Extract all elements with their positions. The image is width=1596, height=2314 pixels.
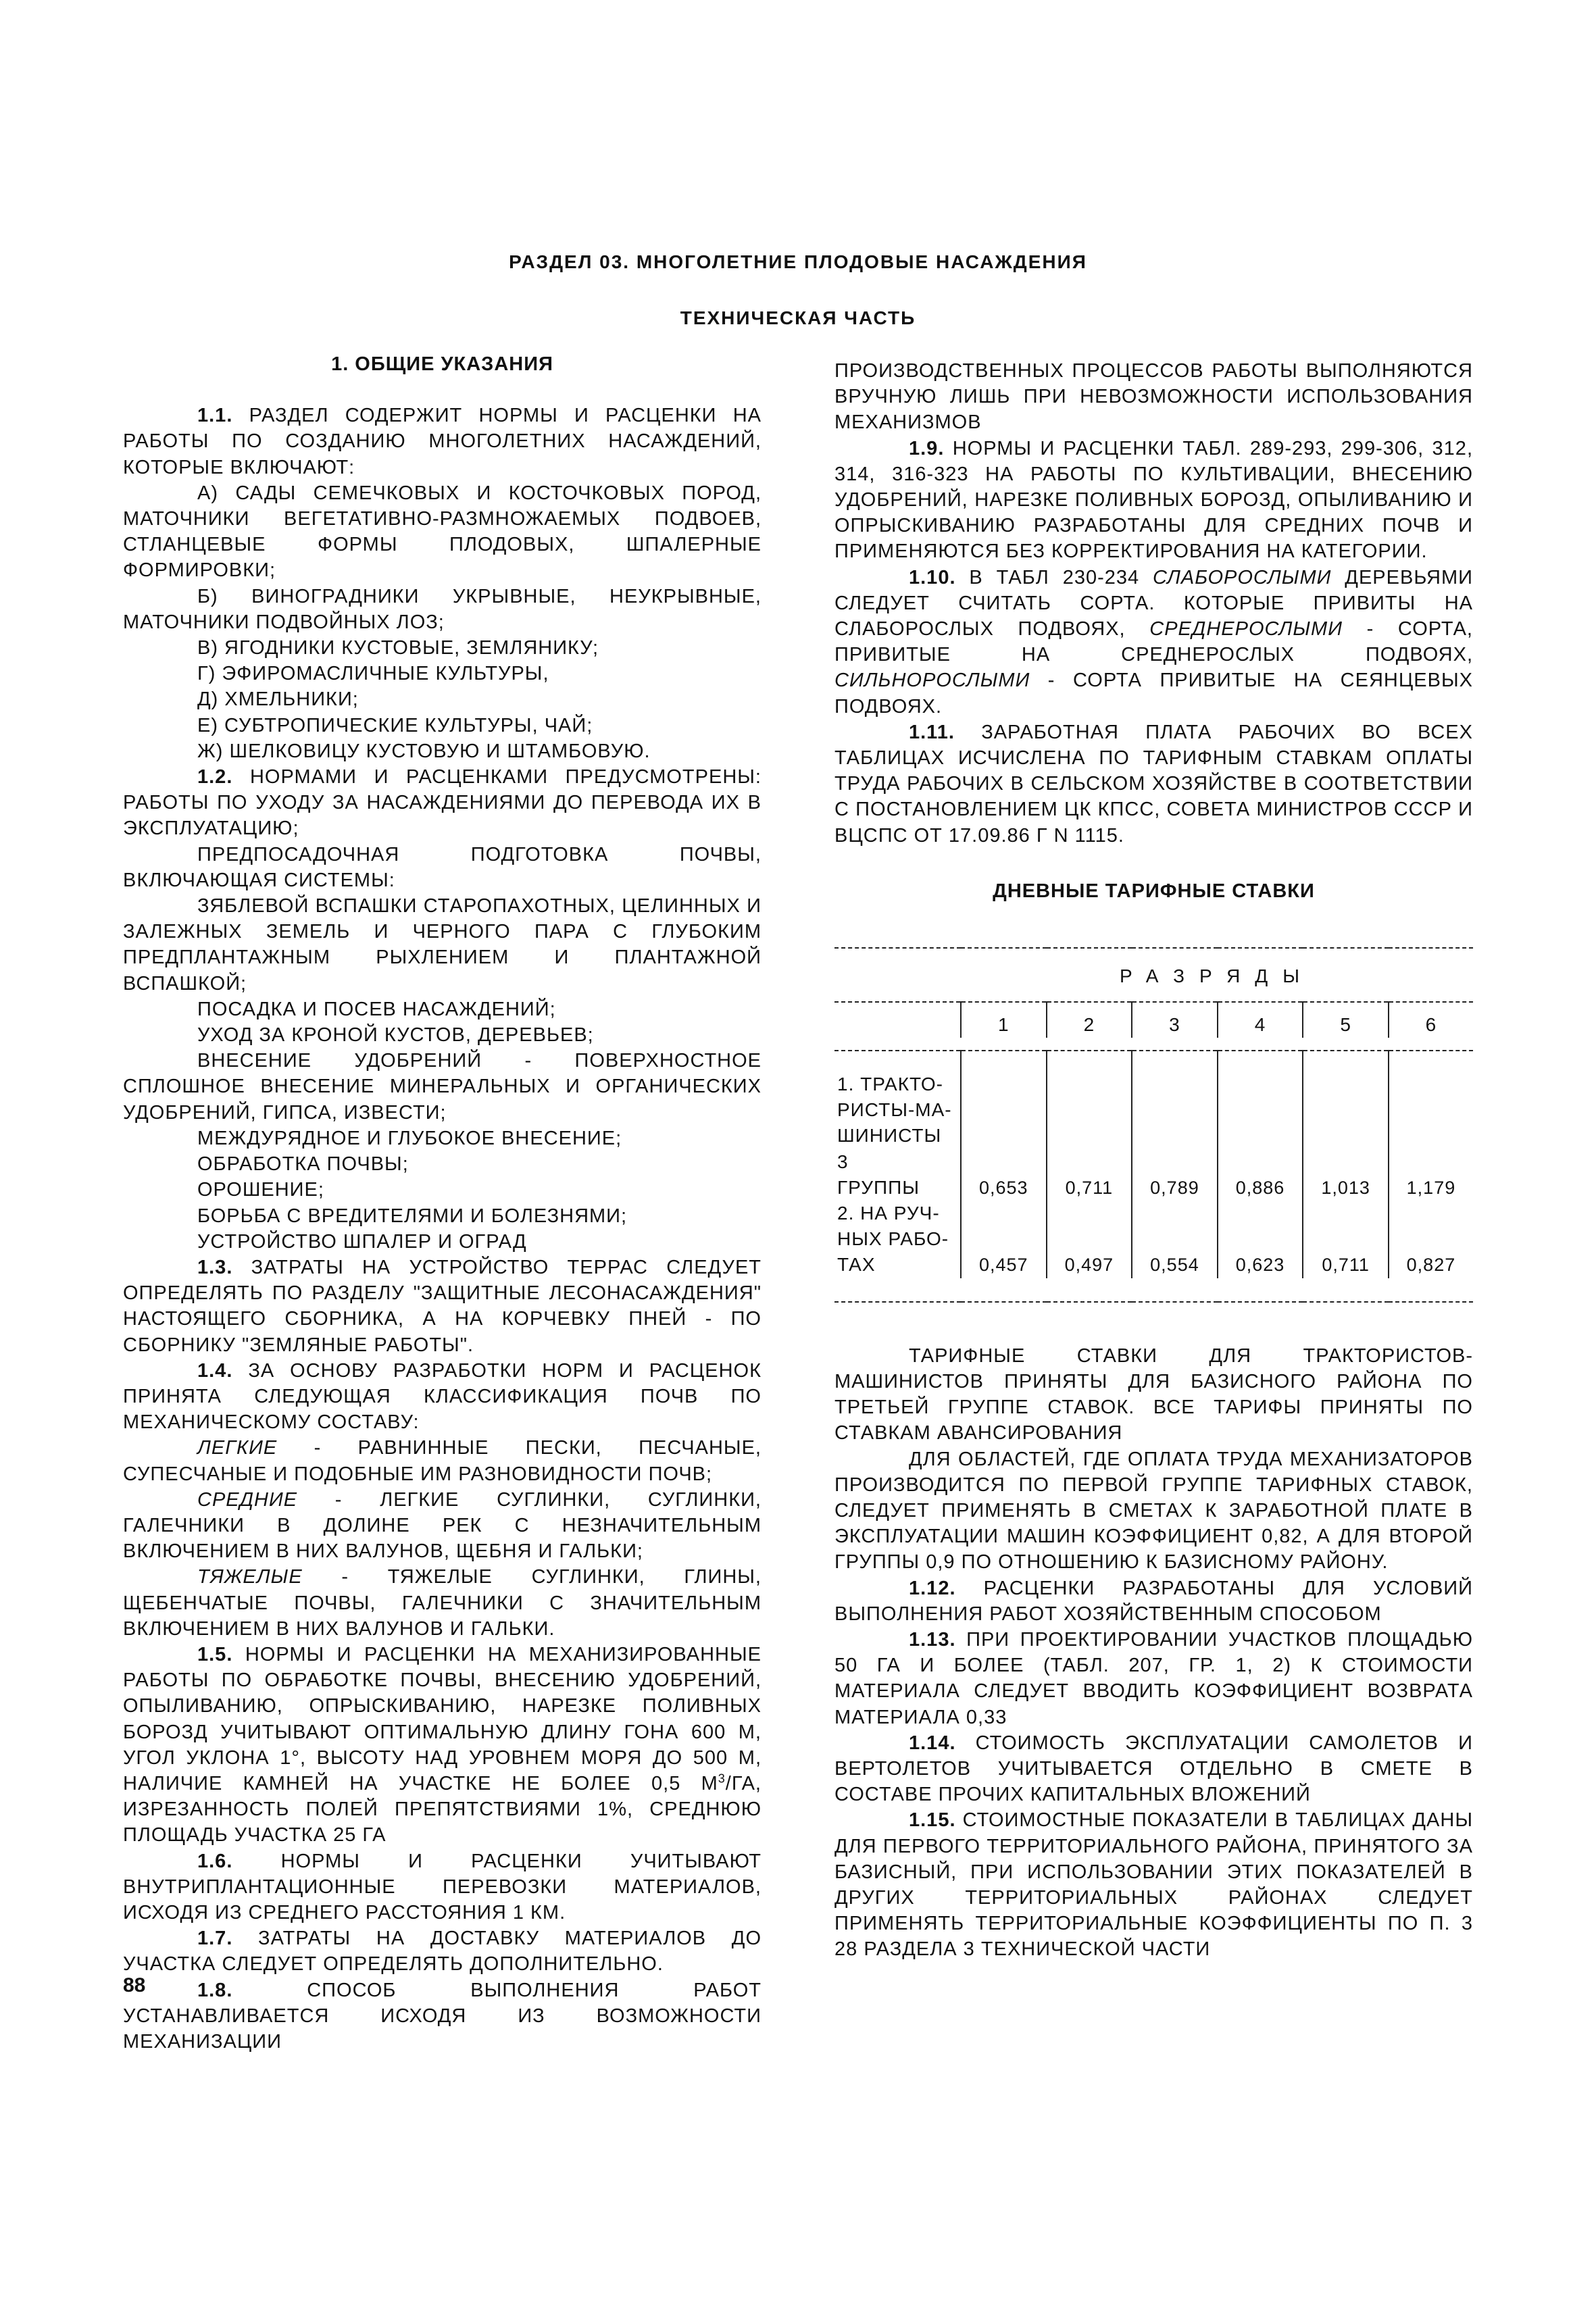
list-item-zh: Ж) ШЕЛКОВИЦУ КУСТОВУЮ И ШТАМБОВУЮ.: [197, 740, 651, 762]
clause-1-12: [834, 1576, 1473, 1627]
grade-cell: 2: [1047, 1002, 1132, 1038]
clause-text: НОРМЫ И РАСЦЕНКИ ТАБЛ. 289-293, 299-306, 312, 314, 316-323 НА РАБОТЫ ПО КУЛЬТИВАЦИИ, ВНЕСЕНИЮ УДОБРЕНИЙ, НАРЕЗКЕ ПОЛИВНЫХ БОРОЗД, ОПЫЛИВАНИЮ И ОПРЫСКИВАНИЮ РАЗРАБОТАНЫ ДЛЯ СРЕДНИХ ПОЧВ И ПРИМЕНЯЮТСЯ БЕЗ КОРРЕКТИРОВАНИЯ НА КАТЕГОРИИ.: [834, 437, 1473, 563]
clause-1-2-f: ВНЕСЕНИЕ УДОБРЕНИЙ - ПОВЕРХНОСТНОЕ СПЛОШНОЕ ВНЕСЕНИЕ МИНЕРАЛЬНЫХ И ОРГАНИЧЕСКИХ УДОБРЕНИЙ, ГИПСА, ИЗВЕСТИ;: [123, 1050, 762, 1124]
clause-text: ПРИ ПРОЕКТИРОВАНИИ УЧАСТКОВ ПЛОЩАДЬЮ 50 ГА И БОЛЕЕ (ТАБЛ. 207, ГР. 1, 2) К СТОИМОСТИ МАТЕРИАЛА СЛЕДУЕТ ВВОДИТЬ КОЭФФИЦИЕНТ ВОЗВРАТА МАТЕРИАЛА 0,33: [834, 1628, 1473, 1728]
clause-1-2-e: УХОД ЗА КРОНОЙ КУСТОВ, ДЕРЕВЬЕВ;: [197, 1024, 594, 1047]
clause-text: РАСЦЕНКИ РАЗРАБОТАНЫ ДЛЯ УСЛОВИЙ ВЫПОЛНЕНИЯ РАБОТ ХОЗЯЙСТВЕННЫМ СПОСОБОМ: [834, 1577, 1473, 1625]
clause-text-cont: /ГА, ИЗРЕЗАННОСТЬ ПОЛЕЙ ПРЕПЯТСТВИЯМИ 1%, СРЕДНЮЮ ПЛОЩАДЬ УЧАСТКА 25 ГА: [123, 1772, 762, 1846]
clause-1-2-b: ПРЕДПОСАДОЧНАЯ ПОДГОТОВКА ПОЧВЫ, ВКЛЮЧАЮЩАЯ СИСТЕМЫ:: [123, 843, 762, 891]
clause-1-2-d: ПОСАДКА И ПОСЕВ НАСАЖДЕНИЙ;: [197, 998, 556, 1020]
clause-1-2-i: ОРОШЕНИЕ;: [197, 1179, 324, 1201]
table-cell: 0,497: [1047, 1201, 1132, 1278]
table-cell: 0,711: [1303, 1201, 1389, 1278]
grade-cell: 5: [1303, 1002, 1389, 1038]
table-cell: 1,179: [1389, 1051, 1473, 1201]
table-rule: [834, 935, 1473, 948]
soil-heavy: [123, 1564, 762, 1642]
clause-text: СТОИМОСТЬ ЭКСПЛУАТАЦИИ САМОЛЕТОВ И ВЕРТОЛЕТОВ УЧИТЫВАЕТСЯ ОТДЕЛЬНО В СМЕТЕ В СОСТАВЕ ПРОЧИХ КАПИТАЛЬНЫХ ВЛОЖЕНИЙ: [834, 1732, 1473, 1806]
list-item-e: Е) СУБТРОПИЧЕСКИЕ КУЛЬТУРЫ, ЧАЙ;: [197, 714, 593, 736]
clause-text: ЗАТРАТЫ НА ДОСТАВКУ МАТЕРИАЛОВ ДО УЧАСТКА СЛЕДУЕТ ОПРЕДЕЛЯТЬ ДОПОЛНИТЕЛЬНО.: [123, 1928, 762, 1976]
table-row: [834, 1051, 1473, 1201]
clause-1-6: [123, 1848, 762, 1926]
clause-number: 1.9.: [909, 437, 945, 459]
table-cell: 0,789: [1132, 1051, 1218, 1201]
soil-light: [123, 1435, 762, 1486]
right-column: [834, 358, 1473, 1963]
table-cell: 0,827: [1389, 1201, 1473, 1278]
clause-1-15: [834, 1807, 1473, 1962]
table-rule: [834, 989, 1473, 1002]
row-label-line: ГРУППЫ: [837, 1176, 920, 1198]
table-header-row: [834, 948, 1473, 989]
soil-heavy-text: - ТЯЖЕЛЫЕ СУГЛИНКИ, ГЛИНЫ, ЩЕБЕНЧАТЫЕ ПОЧВЫ, ГАЛЕЧНИКИ С ЗНАЧИТЕЛЬНЫМ ВКЛЮЧЕНИЕМ В НИХ ВАЛУНОВ И ГАЛЬКИ.: [123, 1566, 762, 1640]
page-number: 88: [123, 1974, 146, 1996]
clause-text: ЗАТРАТЫ НА УСТРОЙСТВО ТЕРРАС СЛЕДУЕТ ОПРЕДЕЛЯТЬ ПО РАЗДЕЛУ "ЗАЩИТНЫЕ ЛЕСОНАСАЖДЕНИЯ" НАСТОЯЩЕГО СБОРНИКА, А НА КОРЧЕВКУ ПНЕЙ - ПО СБОРНИКУ "ЗЕМЛЯНЫЕ РАБОТЫ".: [123, 1256, 762, 1356]
row-label: [834, 1201, 961, 1278]
clause-1-2-g: МЕЖДУРЯДНОЕ И ГЛУБОКОЕ ВНЕСЕНИЕ;: [197, 1127, 622, 1149]
clause-1-2-j: БОРЬБА С ВРЕДИТЕЛЯМИ И БОЛЕЗНЯМИ;: [197, 1205, 628, 1227]
clause-number: 1.11.: [909, 721, 955, 743]
tariff-table: [834, 935, 1473, 1303]
row-label-line: 1. ТРАКТО-: [837, 1074, 943, 1095]
clause-number: 1.1.: [197, 405, 233, 427]
clause-text: - СОРТА ПРИВИТЫЕ НА СЕЯНЦЕВЫХ ПОДВОЯХ.: [834, 670, 1473, 718]
table-cell: 0,457: [961, 1201, 1047, 1278]
term-heavy: ТЯЖЕЛЫЕ: [197, 1566, 303, 1588]
list-item-g: Г) ЭФИРОМАСЛИЧНЫЕ КУЛЬТУРЫ,: [197, 663, 549, 685]
clause-number: 1.2.: [197, 766, 233, 788]
clause-text: НОРМАМИ И РАСЦЕНКАМИ ПРЕДУСМОТРЕНЫ: РАБОТЫ ПО УХОДУ ЗА НАСАЖДЕНИЯМИ ДО ПЕРЕВОДА ИХ В ЭКСПЛУАТАЦИЮ;: [123, 766, 762, 840]
grade-cell: 4: [1218, 1002, 1303, 1038]
clause-number: 1.15.: [909, 1809, 956, 1832]
soil-light-text: - РАВНИННЫЕ ПЕСКИ, ПЕСЧАНЫЕ, СУПЕСЧАНЫЕ И ПОДОБНЫЕ ИМ РАЗНОВИДНОСТИ ПОЧВ;: [123, 1437, 762, 1485]
row-label-line: НЫХ РАБО-: [837, 1228, 949, 1250]
clause-1-2: [123, 764, 762, 842]
superscript: 3: [718, 1771, 726, 1786]
table-cell: 1,013: [1303, 1051, 1389, 1201]
clause-text: СТОИМОСТНЫЕ ПОКАЗАТЕЛИ В ТАБЛИЦАХ ДАНЫ ДЛЯ ПЕРВОГО ТЕРРИТОРИАЛЬНОГО РАЙОНА, ПРИНЯТОГО ЗА БАЗИСНЫЙ, ПРИ ИСПОЛЬЗОВАНИИ ЭТИХ ПОКАЗАТЕЛЕЙ В ДРУГИХ ТЕРРИТОРИАЛЬНЫХ РАЙОНАХ СЛЕДУЕТ ПРИМЕНЯТЬ ТЕРРИТОРИАЛЬНЫЕ КОЭФФИЦИЕНТЫ ПО П. 3 28 РАЗДЕЛА 3 ТЕХНИЧЕСКОЙ ЧАСТИ: [834, 1809, 1473, 1961]
section-heading: 1. ОБЩИЕ УКАЗАНИЯ: [331, 353, 553, 375]
note-tariffs: ТАРИФНЫЕ СТАВКИ ДЛЯ ТРАКТОРИСТОВ-МАШИНИСТОВ ПРИНЯТЫ ДЛЯ БАЗИСНОГО РАЙОНА ПО ТРЕТЬЕЙ ГРУППЕ СТАВОК. ВСЕ ТАРИФЫ ПРИНЯТЫ ПО СТАВКАМ АВАНСИРОВАНИЯ: [834, 1344, 1473, 1444]
clause-number: 1.4.: [197, 1359, 233, 1382]
table-cell: 0,886: [1218, 1051, 1303, 1201]
clause-1-1: [123, 403, 762, 480]
clause-1-11: [834, 720, 1473, 849]
table-rule: [834, 1278, 1473, 1302]
clause-text: СПОСОБ ВЫПОЛНЕНИЯ РАБОТ УСТАНАВЛИВАЕТСЯ ИСХОДЯ ИЗ ВОЗМОЖНОСТИ МЕХАНИЗАЦИИ: [123, 1979, 762, 2053]
grade-cell: 1: [961, 1002, 1047, 1038]
grade-cell: 3: [1132, 1002, 1218, 1038]
clause-number: 1.5.: [197, 1643, 233, 1665]
clause-1-2-h: ОБРАБОТКА ПОЧВЫ;: [197, 1153, 409, 1176]
list-item-b: Б) ВИНОГРАДНИКИ УКРЫВНЫЕ, НЕУКРЫВНЫЕ, МАТОЧНИКИ ПОДВОЙНЫХ ЛОЗ;: [123, 585, 762, 633]
soil-medium: [123, 1487, 762, 1565]
note-regions: ДЛЯ ОБЛАСТЕЙ, ГДЕ ОПЛАТА ТРУДА МЕХАНИЗАТОРОВ ПРОИЗВОДИТСЯ ПО ПЕРВОЙ ГРУППЕ ТАРИФНЫХ СТАВОК, СЛЕДУЕТ ПРИМЕНЯТЬ В СМЕТАХ К ЗАРАБОТНОЙ ПЛАТЕ В ЭКСПЛУАТАЦИИ МАШИН КОЭФФИЦИЕНТ 0,82, А ДЛЯ ВТОРОЙ ГРУППЫ 0,9 ПО ОТНОШЕНИЮ К БАЗИСНОМУ РАЙОНУ.: [834, 1448, 1473, 1574]
page-title: РАЗДЕЛ 03. МНОГОЛЕТНИЕ ПЛОДОВЫЕ НАСАЖДЕНИЯ: [509, 251, 1087, 272]
soil-medium-text: - ЛЕГКИЕ СУГЛИНКИ, СУГЛИНКИ, ГАЛЕЧНИКИ В ДОЛИНЕ РЕК С НЕЗНАЧИТЕЛЬНЫМ ВКЛЮЧЕНИЕМ В НИХ ВАЛУНОВ, ЩЕБНЯ И ГАЛЬКИ;: [123, 1488, 762, 1563]
table-title: ДНЕВНЫЕ ТАРИФНЫЕ СТАВКИ: [993, 880, 1315, 902]
clause-number: 1.3.: [197, 1256, 233, 1278]
row-label-line: ТАХ: [837, 1254, 876, 1276]
clause-text: ДЕРЕВЬЯМИ СЛЕДУЕТ СЧИТАТЬ СОРТА. КОТОРЫЕ ПРИВИТЫ НА СЛАБОРОСЛЫХ ПОДВОЯХ,: [834, 566, 1473, 640]
grade-number-row: [834, 1002, 1473, 1038]
grades-header: РАЗРЯДЫ: [1119, 965, 1315, 986]
clause-1-14: [834, 1730, 1473, 1808]
clause-1-10: [834, 565, 1473, 720]
clause-number: 1.14.: [909, 1732, 956, 1754]
clause-number: 1.7.: [197, 1928, 233, 1950]
term-medium: СРЕДНИЕ: [197, 1488, 298, 1511]
clause-1-2-k: УСТРОЙСТВО ШПАЛЕР И ОГРАД: [197, 1230, 527, 1253]
term-strong: СИЛЬНОРОСЛЫМИ: [834, 670, 1030, 692]
clause-1-8-continued: ПРОИЗВОДСТВЕННЫХ ПРОЦЕССОВ РАБОТЫ ВЫПОЛНЯЮТСЯ ВРУЧНУЮ ЛИШЬ ПРИ НЕВОЗМОЖНОСТИ ИСПОЛЬЗОВАНИЯ МЕХАНИЗМОВ: [834, 360, 1473, 434]
clause-1-9: [834, 436, 1473, 565]
clause-text: НОРМЫ И РАСЦЕНКИ НА МЕХАНИЗИРОВАННЫЕ РАБОТЫ ПО ОБРАБОТКЕ ПОЧВЫ, ВНЕСЕНИЮ УДОБРЕНИЙ, ОПЫЛИВАНИЮ, ОПРЫСКИВАНИЮ, НАРЕЗКЕ ПОЛИВНЫХ БОРОЗД УЧИТЫВАЮТ ОПТИМАЛЬНУЮ ДЛИНУ ГОНА 600 М, УГОЛ УКЛОНА 1°, ВЫСОТУ НАД УРОВНЕМ МОРЯ ДО 500 М, НАЛИЧИЕ КАМНЕЙ НА УЧАСТКЕ НЕ БОЛЕЕ 0,5 М: [123, 1643, 762, 1794]
grade-cell: 6: [1389, 1002, 1473, 1038]
clause-text: В ТАБЛ 230-234: [969, 566, 1153, 588]
clause-text: ЗА ОСНОВУ РАЗРАБОТКИ НОРМ И РАСЦЕНОК ПРИНЯТА СЛЕДУЮЩАЯ КЛАССИФИКАЦИЯ ПОЧВ ПО МЕХАНИЧЕСКОМУ СОСТАВУ:: [123, 1359, 762, 1434]
row-label-line: РИСТЫ-МА-: [837, 1099, 952, 1121]
table-cell: 0,711: [1047, 1051, 1132, 1201]
clause-number: 1.10.: [909, 566, 956, 588]
term-medium-growth: СРЕДНЕРОСЛЫМИ: [1149, 618, 1343, 640]
clause-number: 1.8.: [197, 1979, 233, 2001]
clause-text: РАЗДЕЛ СОДЕРЖИТ НОРМЫ И РАСЦЕНКИ НА РАБОТЫ ПО СОЗДАНИЮ МНОГОЛЕТНИХ НАСАЖДЕНИЙ, КОТОРЫЕ ВКЛЮЧАЮТ:: [123, 405, 762, 478]
table-rule: [834, 1038, 1473, 1051]
clause-1-5: [123, 1642, 762, 1848]
row-label: [834, 1051, 961, 1201]
left-column: [123, 351, 762, 2055]
table-cell: 0,653: [961, 1051, 1047, 1201]
clause-text: НОРМЫ И РАСЦЕНКИ УЧИТЫВАЮТ ВНУТРИПЛАНТАЦИОННЫЕ ПЕРЕВОЗКИ МАТЕРИАЛОВ, ИСХОДЯ ИЗ СРЕДНЕГО РАССТОЯНИЯ 1 КМ.: [123, 1850, 762, 1923]
clause-number: 1.13.: [909, 1628, 956, 1651]
row-label-line: 2. НА РУЧ-: [837, 1203, 940, 1224]
clause-1-4: [123, 1358, 762, 1436]
clause-1-2-c: ЗЯБЛЕВОЙ ВСПАШКИ СТАРОПАХОТНЫХ, ЦЕЛИННЫХ И ЗАЛЕЖНЫХ ЗЕМЕЛЬ И ЧЕРНОГО ПАРА С ГЛУБОКИМ ПРЕДПЛАНТАЖНЫМ РЫХЛЕНИЕМ И ПЛАНТАЖНОЙ ВСПАШКОЙ;: [123, 895, 762, 995]
list-item-a: А) САДЫ СЕМЕЧКОВЫХ И КОСТОЧКОВЫХ ПОРОД, МАТОЧНИКИ ВЕГЕТАТИВНО-РАЗМНОЖАЕМЫХ ПОДВОЕВ, СТЛАНЦЕВЫЕ ФОРМЫ ПЛОДОВЫХ, ШПАЛЕРНЫЕ ФОРМИРОВКИ;: [123, 482, 762, 582]
term-weak: СЛАБОРОСЛЫМИ: [1153, 566, 1332, 588]
row-label-line: ШИНИСТЫ 3: [837, 1125, 942, 1172]
clause-1-13: [834, 1627, 1473, 1730]
clause-text: ЗАРАБОТНАЯ ПЛАТА РАБОЧИХ ВО ВСЕХ ТАБЛИЦАХ ИСЧИСЛЕНА ПО ТАРИФНЫМ СТАВКАМ ОПЛАТЫ ТРУДА РАБОЧИХ В СЕЛЬСКОМ ХОЗЯЙСТВЕ В СООТВЕТСТВИИ С ПОСТАНОВЛЕНИЕМ ЦК КПСС, СОВЕТА МИНИСТРОВ СССР И ВЦСПС ОТ 17.09.86 Г N 1115.: [834, 721, 1473, 847]
clause-1-8: [123, 1978, 762, 2055]
clause-1-7: [123, 1926, 762, 1977]
list-item-d: Д) ХМЕЛЬНИКИ;: [197, 688, 359, 711]
table-cell: 0,554: [1132, 1201, 1218, 1278]
table-row: [834, 1201, 1473, 1278]
term-light: ЛЕГКИЕ: [197, 1437, 278, 1459]
clause-text: - СОРТА, ПРИВИТЫЕ НА СРЕДНЕРОСЛЫХ ПОДВОЯХ,: [834, 618, 1473, 666]
clause-number: 1.6.: [197, 1850, 233, 1872]
page-subtitle: ТЕХНИЧЕСКАЯ ЧАСТЬ: [680, 307, 916, 328]
clause-number: 1.12.: [909, 1577, 956, 1599]
list-item-v: В) ЯГОДНИКИ КУСТОВЫЕ, ЗЕМЛЯНИКУ;: [197, 637, 599, 659]
clause-1-3: [123, 1255, 762, 1358]
table-cell: 0,623: [1218, 1201, 1303, 1278]
